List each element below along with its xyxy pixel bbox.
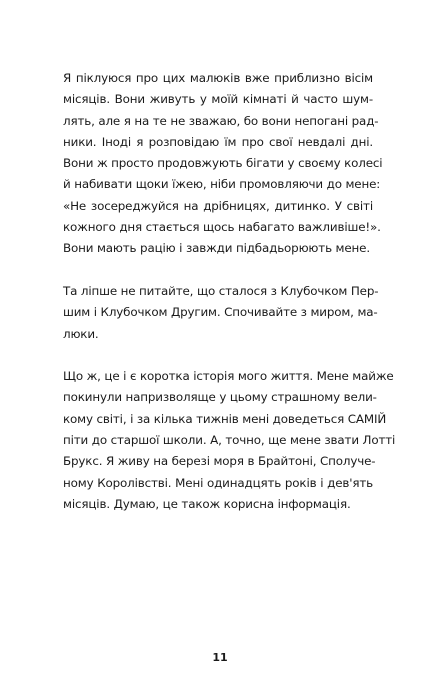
text-line: кожного дня стається щось набагато важливіше!». xyxy=(63,220,381,235)
paragraph-hamsters xyxy=(63,68,383,260)
body-text xyxy=(63,68,396,537)
text-line: місяців. Вони живуть у моїй кімнаті й часто шум- xyxy=(63,92,373,107)
text-line: Брукс. Я живу на березі моря в Брайтоні, Сполуче- xyxy=(63,454,376,469)
text-line: Вони ж просто продовжують бігати у своєму колесі xyxy=(63,156,383,171)
text-line: шим і Клубочком Другим. Спочивайте з миром, ма- xyxy=(63,305,378,320)
text-line: Вони мають рацію і завжди підбадьорюють мене. xyxy=(63,241,370,256)
text-line: лять, але я на те не зважаю, бо вони непогані рад- xyxy=(63,113,379,128)
page-number: 11 xyxy=(212,651,228,664)
text-line: «Не зосереджуйся на дрібницях, дитинко. У світі xyxy=(63,198,373,213)
text-line: Я піклуюся про цих малюків вже приблизно вісім xyxy=(63,71,373,85)
paragraph-life-story xyxy=(63,366,396,515)
text-line: ному Королівстві. Мені одинадцять років і дев'ять xyxy=(63,475,373,490)
text-line: люки. xyxy=(63,326,99,341)
text-line: місяців. Думаю, це також корисна інформація. xyxy=(63,496,351,511)
paragraph-dont-ask xyxy=(63,281,379,345)
text-line: Та ліпше не питайте, що сталося з Клубочком Пер- xyxy=(63,283,379,298)
text-line: Що ж, це і є коротка історія мого життя. Мене майже xyxy=(63,369,394,384)
text-line: покинули напризволяще у цьому страшному вели- xyxy=(63,390,377,405)
text-line: кому світі, і за кілька тижнів мені доведеться САМІЙ xyxy=(63,411,387,426)
text-line: й набивати щоки їжею, ніби промовляючи до мене: xyxy=(63,177,381,192)
text-line: ники. Іноді я розповідаю їм про свої невдалі дні. xyxy=(63,134,373,149)
text-line: піти до старшої школи. А, точно, ще мене звати Лотті xyxy=(63,433,396,448)
